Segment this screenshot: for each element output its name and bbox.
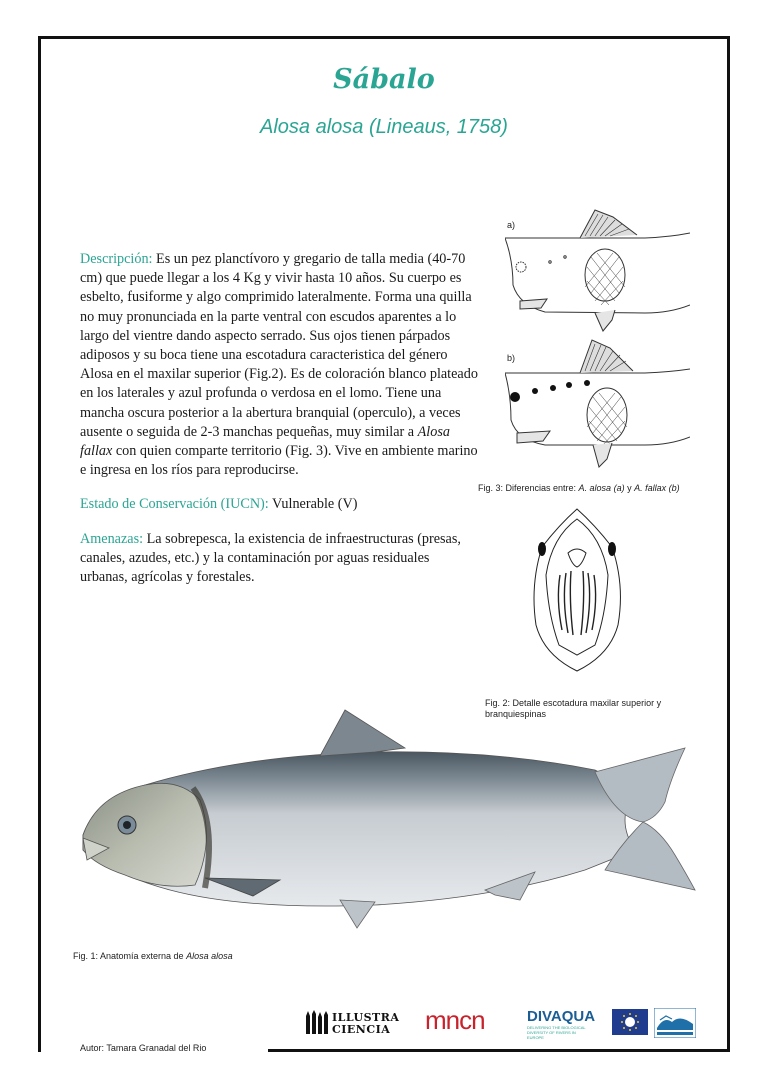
frame-right-border <box>727 36 730 1052</box>
description-italic-species: Alosa fallax <box>80 423 450 460</box>
fig3a-anal-fin <box>595 310 615 331</box>
fig3b-anal-fin <box>593 443 612 467</box>
fig3-caption <box>478 483 728 494</box>
frame-top-border <box>38 36 730 39</box>
fig2-jaw-detail-drawing <box>530 505 625 675</box>
species-common-name: Sábalo <box>333 64 435 95</box>
conservation-value: Vulnerable (V) <box>268 496 358 513</box>
species-text-block <box>80 250 480 602</box>
fig3-fish-comparison-drawing <box>505 205 690 475</box>
fig1-caption-pre: Fig. 1: Anatomía externa de <box>73 951 187 961</box>
pencils-icon <box>305 1010 329 1036</box>
fig1-caption <box>73 951 373 962</box>
eu-life-logo <box>612 1009 648 1035</box>
fig2-caption: Fig. 2: Detalle escotadura maxilar superior y branquiespinas <box>485 698 662 719</box>
fig1-dorsal-fin <box>320 710 405 756</box>
fig2-right-eye <box>608 542 616 556</box>
fig3a-small-spot-1 <box>549 261 551 263</box>
fig3b-pelvic-fin <box>517 431 550 443</box>
fig3a-small-spot-2 <box>564 256 566 258</box>
description-paragraph <box>80 250 480 480</box>
fig3a-scale-net <box>585 253 625 305</box>
fig1-fish-illustration <box>75 700 700 940</box>
divaqua-wordmark: DIVAQUA <box>527 1008 596 1025</box>
fig3a-spot <box>516 262 526 272</box>
fig1-fish-head <box>83 783 206 886</box>
fig3-caption-pre: Fig. 3: Diferencias entre: <box>478 483 579 493</box>
fig3b-scale-net <box>587 393 627 445</box>
conservation-paragraph <box>80 495 480 514</box>
divaqua-logo <box>527 1008 595 1040</box>
fig3b-spot-1 <box>510 392 520 402</box>
species-scientific-name: Alosa alosa (Lineaus, 1758) <box>260 116 508 138</box>
description-label: Descripción: <box>80 251 153 267</box>
fig2-inner-outline <box>546 519 608 655</box>
illustraciencia-wordmark <box>332 1012 399 1036</box>
threats-paragraph <box>80 530 480 588</box>
fig3-label-a: a) <box>507 220 516 230</box>
fig1-caption-species: Alosa alosa <box>186 951 233 961</box>
divaqua-tagline: DELIVERING THE BIOLOGICAL DIVERSITY OF RIVERS IN EUROPE <box>527 1025 586 1040</box>
fig2-gill-rakers <box>558 571 595 635</box>
natura-2000-logo <box>654 1008 696 1038</box>
threats-label: Amenazas: <box>80 530 144 547</box>
description-text-2: con quien comparte territorio (Fig. 3). Vive en ambiente marino e ingresa en los ríos para reproducirse. <box>80 443 478 479</box>
fig1-pupil <box>123 821 131 829</box>
fig3-label-b: b) <box>507 353 516 363</box>
fig3b-spot-4 <box>566 382 572 388</box>
illustraciencia-line-1: ILLUSTRA <box>332 1011 400 1024</box>
frame-bottom-border <box>268 1049 730 1052</box>
author-credit: Autor: Tamara Granadal del Rio <box>80 1043 207 1053</box>
fig3-caption-species-a: A. alosa (a) <box>578 483 625 493</box>
threats-text: La sobrepesca, la existencia de infraestructuras (presas, canales, azudes, etc.) y la contaminación por aguas residuales urbanas, agrícolas y forestales. <box>80 530 461 586</box>
fig3a-pelvic-fin <box>520 299 547 309</box>
fig3-caption-species-b: A. fallax (b) <box>634 483 680 493</box>
fig2-maxillary-notch <box>568 549 586 567</box>
description-text-1: Es un pez planctívoro y gregario de talla media (40-70 cm) que puede llegar a los 4 Kg y vivir hasta 10 años. Su cuerpo es esbelto, fusiforme y algo comprimido lateralmente. Forma una quilla no muy pronunciada en la parte ventral con escudos aparentes a lo largo del vientre dando aspecto serrado. Sus ojos tienen párpados adiposos y su boca tiene una escotadura caracteristica del género Alosa en el maxilar superior (Fig.2). Es de coloración blanco plateado en los laterales y azul profunda o verdosa en el lomo. Tiene una mancha oscura posterior a la abertura branquial (operculo), a veces ausente o seguida de 2-3 manchas pequeñas, muy similar a <box>80 251 478 440</box>
illustraciencia-logo <box>305 1010 410 1040</box>
fig2-left-eye <box>538 542 546 556</box>
sponsor-logos <box>0 1005 768 1045</box>
fig3b-spot-2 <box>532 388 538 394</box>
fig3-caption-mid: y <box>624 483 635 493</box>
frame-left-border <box>38 36 41 1052</box>
mncn-logo: mncn <box>425 1005 485 1035</box>
conservation-label: Estado de Conservación (IUCN): <box>80 496 269 513</box>
fig3b-spot-5 <box>584 380 590 386</box>
fig1-pelvic-fin <box>340 900 375 928</box>
illustraciencia-line-2: CIENCIA <box>332 1023 391 1036</box>
fig3b-dorsal-fin <box>580 340 633 373</box>
fig3b-spot-3 <box>550 385 556 391</box>
